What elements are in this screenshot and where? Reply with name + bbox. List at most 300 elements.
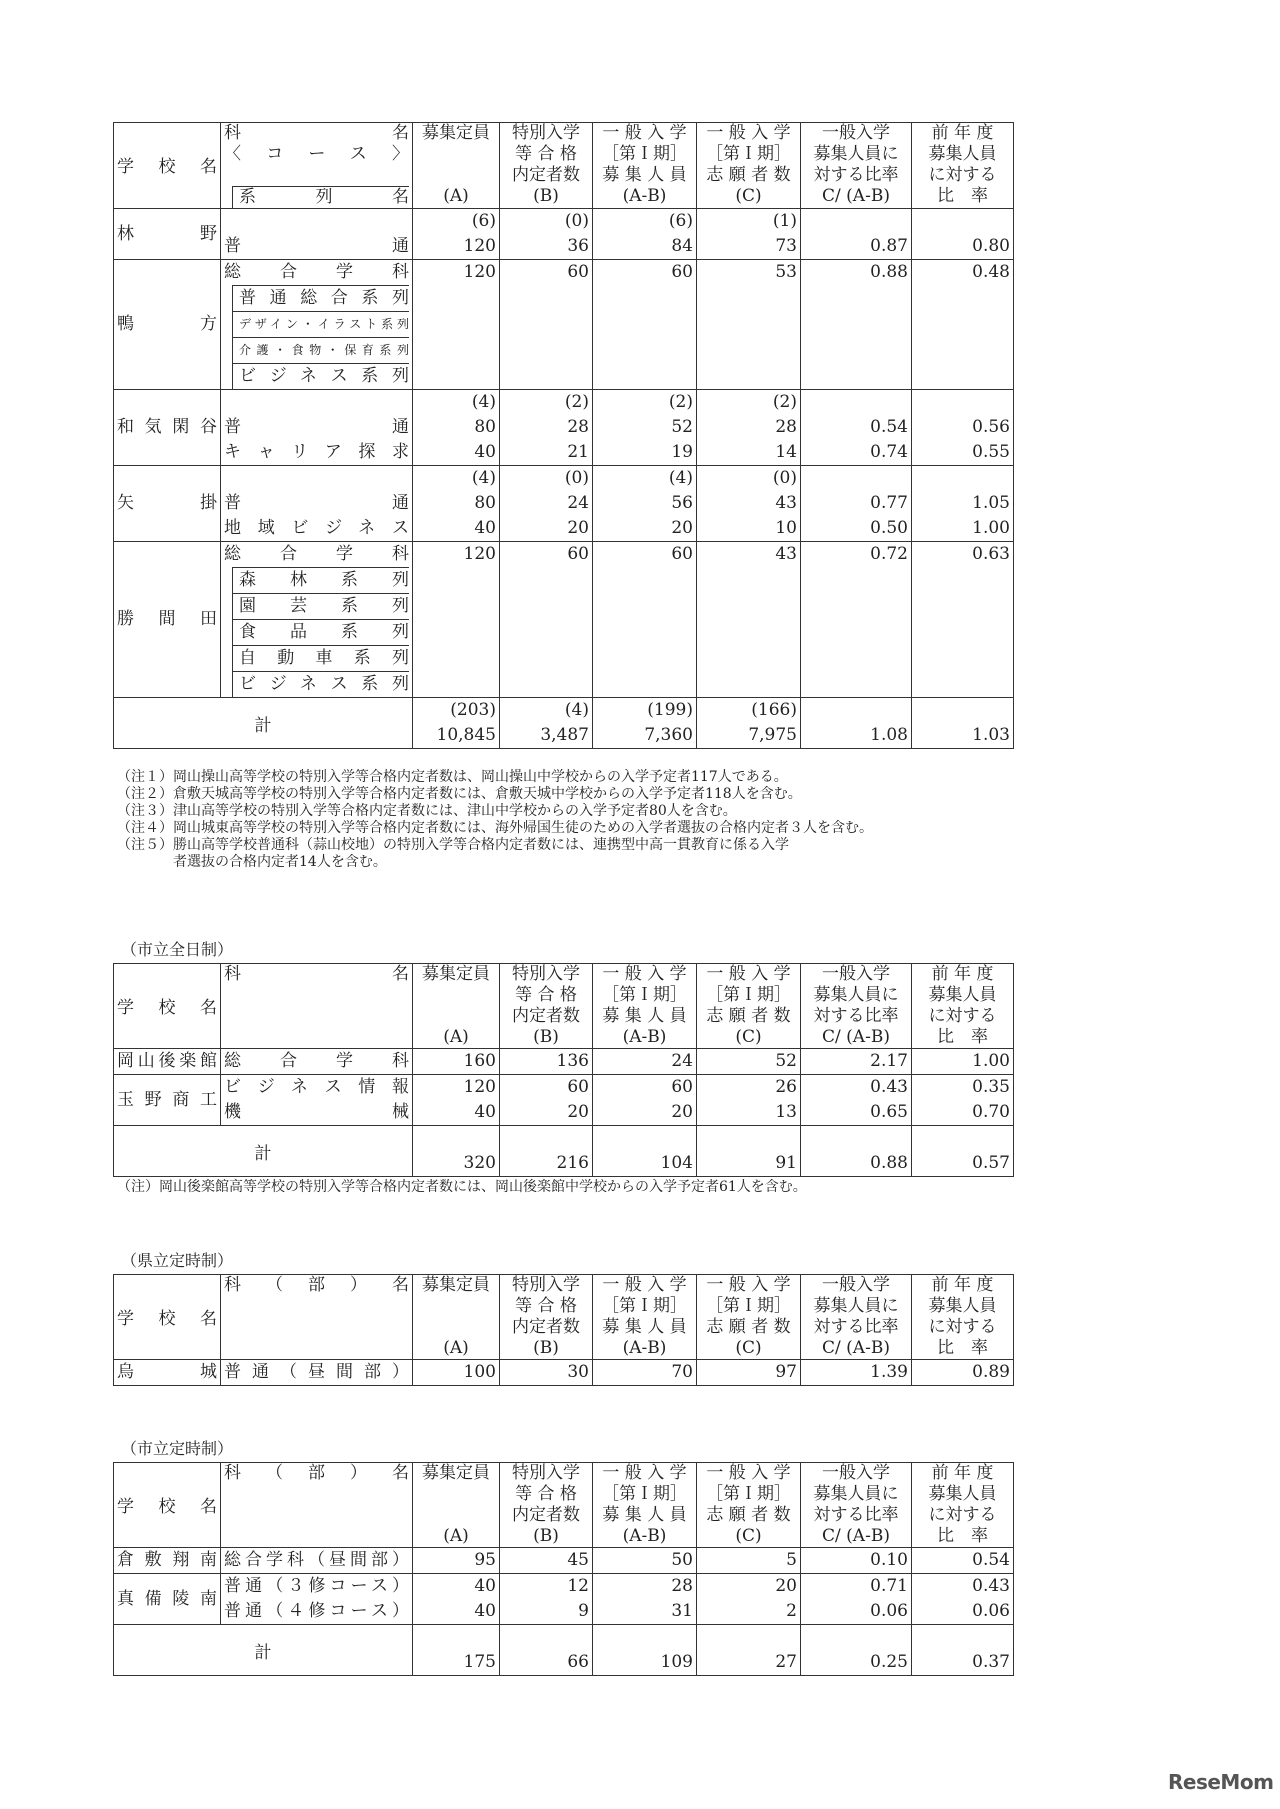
subject-name: 普通 [224,417,409,437]
header-prev-line: に対する [928,1505,997,1525]
subject-name: ビジネス情報 [224,1077,409,1097]
municipal-parttime-section [113,1438,1013,1676]
header-A-line [416,985,496,1006]
value-cell-C [697,1075,801,1126]
total-label: 計 [254,1642,272,1663]
value: 70 [671,1362,693,1382]
value [915,390,1010,415]
subject-cell [221,1049,413,1075]
note-line: （注２）倉敷天城高等学校の特別入学等合格内定者数には、倉敷天城中学校からの入学予定者118人を含む。 [117,786,802,802]
value-cell-B [500,1360,593,1386]
series-name: 園芸系列 [232,593,409,619]
value: 0.74 [870,442,908,462]
header-C-line: 一 般 入 学 [706,964,791,984]
value-cell-prev [912,260,1014,390]
school-cell [114,209,221,260]
school-name: 矢掛 [117,493,217,513]
header-C-line: ［第Ｉ期］ [706,1296,791,1316]
value-cell-A [413,1075,500,1126]
header-C-line: ［第Ｉ期］ [706,144,791,164]
value-cell-AB [593,1574,697,1625]
school-name: 鴨方 [117,314,217,334]
value: 100 [463,1362,496,1382]
total-value: 66 [567,1652,589,1672]
value: 0.50 [870,518,908,538]
value: (6) [471,211,496,231]
value: 0.06 [870,1601,908,1621]
header-ratio-line: 募集人員に [813,1484,899,1504]
value-cell-AB [593,1075,697,1126]
header-AB [593,1275,697,1360]
value-cell-AB [593,466,697,542]
spacer [224,1296,409,1317]
value: 0.71 [870,1576,908,1596]
value-cell-prev [912,1075,1014,1126]
value: 2.17 [870,1051,908,1071]
header-AB-line: (A-B) [622,1526,667,1546]
value: 0.54 [870,417,908,437]
subject-name: 普通（４修コース） [224,1601,409,1621]
value: 20 [775,1576,797,1596]
header-subject-label: 科名 [224,123,409,143]
school-name: 烏城 [117,1362,217,1382]
header-prev-line: 募集人員 [928,1484,997,1504]
header-ratio-line: 一般入学 [822,1463,890,1483]
header-C-line: 志 願 者 数 [706,1317,791,1337]
value-cell-AB [593,1548,697,1574]
value: 60 [567,544,589,564]
note-line: （注５）勝山高等学校普通科（蒜山校地）の特別入学等合格内定者数には、連携型中高一貫教育に係る入学 [117,837,789,853]
series-name: 介護・食物・保育系列 [232,337,409,363]
total-value-cell [801,1625,912,1676]
value-cell-ratio [801,260,912,390]
value-cell-C [697,1574,801,1625]
total-value-cell [697,1625,801,1676]
school-cell [114,1574,221,1625]
value-cell-prev [912,1574,1014,1625]
total-value [915,1126,1010,1151]
total-label: 計 [254,715,272,736]
total-value: (199) [647,700,693,720]
header-ratio-line: 一般入学 [822,123,890,143]
value: 120 [463,544,496,564]
total-value [416,1625,496,1650]
header-B-line: 特別入学 [512,964,580,984]
school-cell [114,1548,221,1574]
header-row [114,1463,1014,1548]
header-prev [912,964,1014,1049]
value: 60 [671,1077,693,1097]
header-B-line: (B) [533,1338,559,1358]
value: 20 [671,1102,693,1122]
value: 45 [567,1550,589,1570]
value-cell-A [413,390,500,466]
value: 0.80 [972,236,1010,256]
header-C-line: (C) [735,1338,762,1358]
subject-name: 総合学科（昼間部） [224,1550,409,1570]
table-row [114,1049,1014,1075]
value: 0.48 [972,262,1010,282]
value: 43 [775,493,797,513]
header-prev-line: 比 率 [937,186,988,206]
value: 1.00 [972,518,1010,538]
header-A-line: 募集定員 [422,964,490,984]
header-AB-line: (A-B) [622,1027,667,1047]
header-A-line [416,1296,496,1317]
total-value-cell [413,698,500,749]
header-AB [593,964,697,1049]
header-ratio-line: C/ (A-B) [822,1526,890,1546]
header-A-line [416,1484,496,1505]
value-cell-ratio [801,1548,912,1574]
header-AB-line: 一 般 入 学 [602,1463,687,1483]
header-subject [221,123,413,209]
header-B-line: 内定者数 [512,1006,580,1026]
prefectural-parttime-section [113,1250,1013,1386]
value: 120 [463,1077,496,1097]
value: 50 [671,1550,693,1570]
value: 56 [671,493,693,513]
header-subject-label: 科（部）名 [224,1463,409,1483]
resemom-logo: ReseMom [1168,1770,1274,1794]
header-school-label: 学校名 [117,157,217,177]
header-prev-line: 募集人員 [928,1296,997,1316]
header-subject-label: 科（部）名 [224,1275,409,1295]
header-AB-line: (A-B) [622,186,667,206]
spacer [224,165,409,186]
header-ratio [801,964,912,1049]
total-value: 27 [775,1652,797,1672]
total-label: 計 [254,1143,272,1164]
value: 0.55 [972,442,1010,462]
value-cell-B [500,466,593,542]
series-name: 自動車系列 [232,645,409,671]
value-cell-AB [593,209,697,260]
header-ratio [801,123,912,209]
value: 14 [775,442,797,462]
value-cell-B [500,260,593,390]
header-ratio-line: C/ (A-B) [822,1027,890,1047]
subject-name [224,466,409,491]
total-value: 0.37 [972,1652,1010,1672]
header-B [500,1463,593,1548]
header-AB-line: 一 般 入 学 [602,964,687,984]
value: 28 [671,1576,693,1596]
header-ratio-line: 対する比率 [813,1505,899,1525]
value-cell-prev [912,1049,1014,1075]
value: 97 [775,1362,797,1382]
enrollment-table [113,1462,1014,1676]
table-row [114,209,1014,260]
header-B-line: 等 合 格 [515,144,577,164]
total-value [700,1625,797,1650]
total-value: 320 [463,1153,496,1173]
value: 1.05 [972,493,1010,513]
subject-name: 普通（３修コース） [224,1576,409,1596]
header-ratio [801,1275,912,1360]
header-subject [221,1463,413,1548]
header-A-line: (A) [443,1338,469,1358]
spacer [224,1505,409,1526]
value: 31 [671,1601,693,1621]
school-name: 和気閑谷 [117,417,217,437]
value: 28 [775,417,797,437]
subject-name: 普通（昼間部） [224,1362,409,1382]
value: 60 [671,544,693,564]
value: (1) [772,211,797,231]
value: 12 [567,1576,589,1596]
school-name: 岡山後楽館 [117,1051,217,1071]
value-cell-A [413,466,500,542]
subject-cell [221,1574,413,1625]
note-line: （注４）岡山城東高等学校の特別入学等合格内定者数には、海外帰国生徒のための入学者選抜の合格内定者３人を含む。 [117,820,873,836]
value [804,209,908,234]
header-AB-line: 募 集 人 員 [602,165,687,185]
value-cell-A [413,1049,500,1075]
total-value-cell [912,1625,1014,1676]
header-B-line: 特別入学 [512,1275,580,1295]
header-AB-line: 一 般 入 学 [602,1275,687,1295]
header-C-line: ［第Ｉ期］ [706,1484,791,1504]
header-ratio-line: 募集人員に [813,1296,899,1316]
total-value: 1.08 [870,725,908,745]
header-C-line: 一 般 入 学 [706,1463,791,1483]
table-row [114,1548,1014,1574]
header-A-line [416,1317,496,1338]
total-value: 0.57 [972,1153,1010,1173]
value-cell-C [697,542,801,698]
header-ratio-line: 募集人員に [813,144,899,164]
value: (2) [668,392,693,412]
header-C-line: (C) [735,186,762,206]
header-prev-line: 比 率 [937,1338,988,1358]
header-ratio-line: 一般入学 [822,1275,890,1295]
total-value-cell [500,1126,593,1177]
value: 0.06 [972,1601,1010,1621]
total-value-cell [697,698,801,749]
value: 40 [474,1601,496,1621]
header-prev-line: 前 年 度 [931,964,994,984]
header-prev-line: 募集人員 [928,144,997,164]
header-C-line: ［第Ｉ期］ [706,985,791,1005]
header-C [697,123,801,209]
header-school [114,964,221,1049]
value: 0.43 [972,1576,1010,1596]
total-value: 0.88 [870,1153,908,1173]
table-row [114,1360,1014,1386]
header-subject-label: 科名 [224,964,409,984]
value-cell-prev [912,1548,1014,1574]
total-value [416,1126,496,1151]
value: 40 [474,1576,496,1596]
value: 20 [567,1102,589,1122]
header-AB-line: ［第Ｉ期］ [602,144,687,164]
header-A [413,1463,500,1548]
total-value: 175 [463,1652,496,1672]
value-cell-B [500,390,593,466]
header-B-line: 等 合 格 [515,1296,577,1316]
subject-name: 総合学科 [224,544,409,564]
table-caption: （県立定時制） [121,1251,234,1270]
header-school-label: 学校名 [117,1496,217,1517]
subject-name: 普通 [224,236,409,256]
value [804,466,908,491]
header-A-line [416,144,496,165]
spacer [224,985,409,1006]
value-cell-prev [912,209,1014,260]
header-B-line: (B) [533,1027,559,1047]
header-prev-line: 前 年 度 [931,1463,994,1483]
total-value [804,1126,908,1151]
header-AB-line: 一 般 入 学 [602,123,687,143]
value-cell-B [500,1574,593,1625]
value: 21 [567,442,589,462]
value [915,209,1010,234]
value: 1.00 [972,1051,1010,1071]
header-row [114,964,1014,1049]
school-cell [114,1360,221,1386]
value: 0.56 [972,417,1010,437]
value-cell-A [413,1574,500,1625]
value-cell-B [500,209,593,260]
value: 136 [556,1051,589,1071]
header-A-line: (A) [443,186,469,206]
value: 0.35 [972,1077,1010,1097]
value: 53 [775,262,797,282]
value: 0.88 [870,262,908,282]
value-cell-AB [593,260,697,390]
header-A [413,1275,500,1360]
subject-name: 機械 [224,1102,409,1122]
value-cell-ratio [801,390,912,466]
header-school [114,1463,221,1548]
value: 40 [474,442,496,462]
header-prev-line: 前 年 度 [931,1275,994,1295]
header-school [114,123,221,209]
header-B-line: 内定者数 [512,1505,580,1525]
value-cell-AB [593,1049,697,1075]
total-value: 216 [556,1153,589,1173]
value: 20 [671,518,693,538]
total-row [114,1126,1014,1177]
value-cell-ratio [801,1075,912,1126]
header-ratio-line: 対する比率 [813,1317,899,1337]
header-B-line: 内定者数 [512,1317,580,1337]
header-subject-label: 〈コース〉 [224,144,409,164]
subject-cell [221,260,413,390]
value [804,390,908,415]
value: 43 [775,544,797,564]
header-B [500,964,593,1049]
school-cell [114,1075,221,1126]
total-value-cell [697,1126,801,1177]
subject-cell [221,1075,413,1126]
header-B-line: 内定者数 [512,165,580,185]
value: 120 [463,236,496,256]
header-AB-line: ［第Ｉ期］ [602,1484,687,1504]
school-name: 林野 [117,223,217,244]
series-name: ビジネス系列 [232,671,409,697]
header-A-line: (A) [443,1027,469,1047]
subject-cell [221,390,413,466]
total-value-cell [500,698,593,749]
header-A-line [416,165,496,186]
total-value-cell [912,698,1014,749]
header-C-line: 一 般 入 学 [706,123,791,143]
header-B-line: 特別入学 [512,123,580,143]
total-value-cell [413,1625,500,1676]
subject-name: キャリア探求 [224,442,409,462]
header-B-line: 特別入学 [512,1463,580,1483]
table-row [114,390,1014,466]
total-value: (203) [450,700,496,720]
header-prev [912,123,1014,209]
header-A-line: (A) [443,1526,469,1546]
header-school [114,1275,221,1360]
header-B [500,1275,593,1360]
value: 30 [567,1362,589,1382]
header-row [114,123,1014,209]
value: 73 [775,236,797,256]
value: 60 [671,262,693,282]
series-name: 森林系列 [232,567,409,593]
total-value: (166) [751,700,797,720]
total-value-cell [593,1625,697,1676]
school-cell [114,1049,221,1075]
subject-cell [221,1360,413,1386]
header-prev-line: に対する [928,1006,997,1026]
value-cell-A [413,542,500,698]
header-A-line: 募集定員 [422,1463,490,1483]
header-prev-line: 比 率 [937,1027,988,1047]
table-row [114,1574,1014,1625]
header-ratio [801,1463,912,1548]
header-ratio-line: C/ (A-B) [822,186,890,206]
header-prev-line: 比 率 [937,1526,988,1546]
total-label-cell [114,698,413,749]
subject-name: 総合学科 [224,1051,409,1071]
header-C-line: (C) [735,1027,762,1047]
value: 0.54 [972,1550,1010,1570]
series-name: デザイン・イラスト系列 [232,311,409,337]
header-B [500,123,593,209]
header-C-line: 志 願 者 数 [706,1006,791,1026]
header-AB-line: 募 集 人 員 [602,1006,687,1026]
note-line: （注１）岡山操山高等学校の特別入学等合格内定者数は、岡山操山中学校からの入学予定者117人である。 [117,769,788,785]
value-cell-A [413,209,500,260]
value-cell-C [697,209,801,260]
header-ratio-line: 対する比率 [813,1006,899,1026]
header-B-line: (B) [533,1526,559,1546]
total-value-cell [413,1126,500,1177]
value-cell-C [697,1360,801,1386]
value: 80 [474,417,496,437]
municipal-fulltime-section [113,939,1013,1196]
header-prev-line: に対する [928,165,997,185]
total-value: 104 [660,1153,693,1173]
value: 0.77 [870,493,908,513]
notes [113,1179,1013,1196]
value: 0.43 [870,1077,908,1097]
total-value [700,1126,797,1151]
total-value [804,698,908,723]
subject-name [224,209,409,234]
header-A-line [416,1006,496,1027]
value: 13 [775,1102,797,1122]
value-cell-ratio [801,1049,912,1075]
total-value: 3,487 [540,725,589,745]
value-cell-B [500,1049,593,1075]
